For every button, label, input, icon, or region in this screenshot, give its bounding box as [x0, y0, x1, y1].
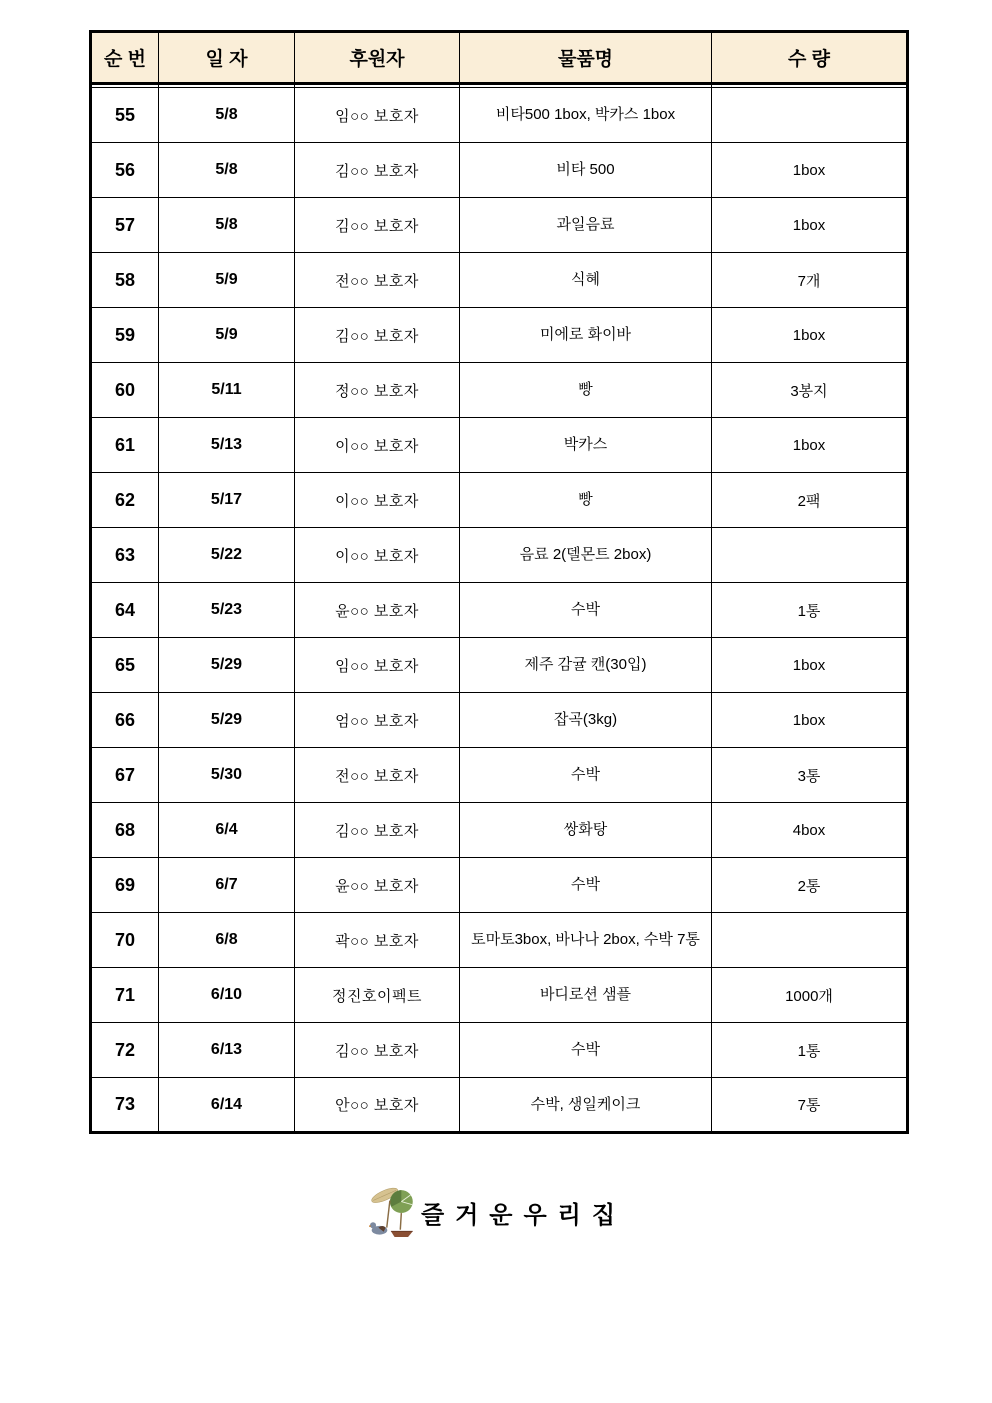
table-row: [91, 583, 908, 638]
cell-donor: 안○○ 보호자: [295, 1078, 460, 1133]
donation-table: [89, 30, 909, 1134]
cell-qty: 2통: [712, 858, 908, 913]
table-row: [91, 473, 908, 528]
cell-donor: 이○○ 보호자: [295, 528, 460, 583]
cell-no: 56: [91, 143, 159, 198]
cell-qty: 7개: [712, 253, 908, 308]
cell-item: 수박: [460, 748, 712, 803]
cell-qty: 1box: [712, 308, 908, 363]
cell-qty: 1box: [712, 198, 908, 253]
cell-item: 잡곡(3kg): [460, 693, 712, 748]
footer-brand: [89, 1186, 906, 1238]
cell-item: 박카스: [460, 418, 712, 473]
cell-date: 5/9: [159, 308, 295, 363]
cell-item: 미에로 화이바: [460, 308, 712, 363]
cell-qty: 3봉지: [712, 363, 908, 418]
cell-donor: 정○○ 보호자: [295, 363, 460, 418]
cell-no: 60: [91, 363, 159, 418]
cell-no: 68: [91, 803, 159, 858]
table-row: [91, 693, 908, 748]
cell-donor: 이○○ 보호자: [295, 473, 460, 528]
cell-date: 6/7: [159, 858, 295, 913]
cell-donor: 정진호이펙트: [295, 968, 460, 1023]
col-header-donor: 후원자: [295, 32, 460, 84]
cell-date: 5/13: [159, 418, 295, 473]
cell-donor: 김○○ 보호자: [295, 1023, 460, 1078]
cell-date: 5/17: [159, 473, 295, 528]
cell-qty: 1box: [712, 638, 908, 693]
seedling-duck-logo-icon: [369, 1186, 417, 1238]
cell-item: 과일음료: [460, 198, 712, 253]
cell-donor: 김○○ 보호자: [295, 198, 460, 253]
cell-date: 6/4: [159, 803, 295, 858]
cell-qty: [712, 528, 908, 583]
cell-no: 69: [91, 858, 159, 913]
cell-no: 66: [91, 693, 159, 748]
cell-qty: 1000개: [712, 968, 908, 1023]
cell-donor: 임○○ 보호자: [295, 638, 460, 693]
col-header-no: 순 번: [91, 32, 159, 84]
cell-no: 70: [91, 913, 159, 968]
cell-no: 65: [91, 638, 159, 693]
table-row: [91, 913, 908, 968]
cell-no: 57: [91, 198, 159, 253]
cell-date: 5/29: [159, 693, 295, 748]
table-row: [91, 308, 908, 363]
cell-item: 쌍화탕: [460, 803, 712, 858]
table-row: [91, 803, 908, 858]
brand-text: 즐거운우리집: [420, 1201, 627, 1229]
cell-date: 5/8: [159, 143, 295, 198]
col-header-qty: 수 량: [712, 32, 908, 84]
cell-date: 5/8: [159, 198, 295, 253]
cell-donor: 김○○ 보호자: [295, 143, 460, 198]
col-header-date: 일 자: [159, 32, 295, 84]
cell-no: 58: [91, 253, 159, 308]
table-row: [91, 1023, 908, 1078]
cell-no: 62: [91, 473, 159, 528]
cell-no: 73: [91, 1078, 159, 1133]
cell-date: 5/9: [159, 253, 295, 308]
cell-no: 67: [91, 748, 159, 803]
table-row: [91, 858, 908, 913]
cell-item: 빵: [460, 363, 712, 418]
cell-item: 바디로션 샘플: [460, 968, 712, 1023]
table-row: [91, 528, 908, 583]
cell-item: 제주 감귤 캔(30입): [460, 638, 712, 693]
cell-date: 5/23: [159, 583, 295, 638]
cell-date: 5/8: [159, 88, 295, 143]
cell-item: 수박: [460, 858, 712, 913]
table-row: [91, 1078, 908, 1133]
cell-date: 6/13: [159, 1023, 295, 1078]
cell-qty: 1box: [712, 143, 908, 198]
table-row: [91, 198, 908, 253]
cell-qty: [712, 913, 908, 968]
cell-no: 55: [91, 88, 159, 143]
cell-item: 비타 500: [460, 143, 712, 198]
cell-item: 수박: [460, 1023, 712, 1078]
cell-qty: 1box: [712, 418, 908, 473]
cell-date: 6/14: [159, 1078, 295, 1133]
cell-no: 64: [91, 583, 159, 638]
cell-qty: 4box: [712, 803, 908, 858]
cell-qty: 7통: [712, 1078, 908, 1133]
col-header-item: 물품명: [460, 32, 712, 84]
cell-date: 5/30: [159, 748, 295, 803]
cell-item: 토마토3box, 바나나 2box, 수박 7통: [460, 913, 712, 968]
cell-qty: 1통: [712, 583, 908, 638]
cell-donor: 윤○○ 보호자: [295, 858, 460, 913]
table-row: [91, 968, 908, 1023]
cell-donor: 전○○ 보호자: [295, 748, 460, 803]
table-row: [91, 363, 908, 418]
cell-no: 59: [91, 308, 159, 363]
cell-qty: [712, 88, 908, 143]
table-row: [91, 88, 908, 143]
cell-no: 61: [91, 418, 159, 473]
table-row: [91, 253, 908, 308]
cell-donor: 임○○ 보호자: [295, 88, 460, 143]
table-row: [91, 418, 908, 473]
header-row: [91, 32, 908, 84]
cell-donor: 김○○ 보호자: [295, 803, 460, 858]
cell-date: 5/11: [159, 363, 295, 418]
cell-item: 빵: [460, 473, 712, 528]
cell-donor: 윤○○ 보호자: [295, 583, 460, 638]
cell-qty: 2팩: [712, 473, 908, 528]
cell-item: 비타500 1box, 박카스 1box: [460, 88, 712, 143]
table-row: [91, 143, 908, 198]
cell-donor: 곽○○ 보호자: [295, 913, 460, 968]
cell-date: 5/29: [159, 638, 295, 693]
cell-date: 5/22: [159, 528, 295, 583]
cell-item: 수박: [460, 583, 712, 638]
cell-item: 식혜: [460, 253, 712, 308]
table-row: [91, 638, 908, 693]
cell-donor: 전○○ 보호자: [295, 253, 460, 308]
cell-donor: 이○○ 보호자: [295, 418, 460, 473]
cell-no: 72: [91, 1023, 159, 1078]
cell-no: 63: [91, 528, 159, 583]
cell-item: 음료 2(델몬트 2box): [460, 528, 712, 583]
cell-no: 71: [91, 968, 159, 1023]
cell-qty: 1통: [712, 1023, 908, 1078]
cell-date: 6/10: [159, 968, 295, 1023]
table-row: [91, 748, 908, 803]
cell-date: 6/8: [159, 913, 295, 968]
cell-donor: 김○○ 보호자: [295, 308, 460, 363]
cell-qty: 1box: [712, 693, 908, 748]
cell-item: 수박, 생일케이크: [460, 1078, 712, 1133]
cell-qty: 3통: [712, 748, 908, 803]
cell-donor: 엄○○ 보호자: [295, 693, 460, 748]
